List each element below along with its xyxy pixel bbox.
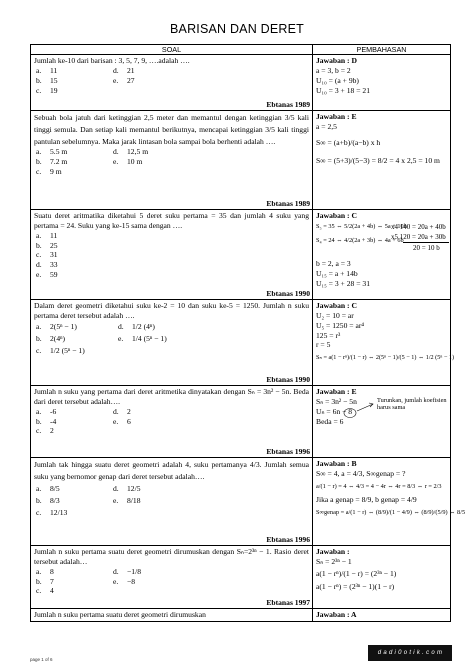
- solution-line: U₅ = 1250 = ar⁴: [316, 320, 365, 330]
- question-cell: [31, 111, 313, 210]
- column-header-soal: SOAL: [31, 45, 313, 55]
- answer-heading: Jawaban : B: [316, 459, 357, 468]
- source-label: Ebtanas 1990: [266, 289, 310, 299]
- option: a. 8: [36, 566, 54, 576]
- answer-cell: [313, 111, 451, 210]
- option: e. −8: [113, 576, 136, 586]
- answer-heading: Jawaban : C: [316, 211, 357, 220]
- option: a. 8/5: [36, 483, 60, 493]
- solution-line: U₁₅ = 3 + 28 = 31: [316, 278, 371, 288]
- solution-line: U₁₀ = (a + 9b): [316, 75, 359, 85]
- answer-heading: Jawaban : A: [316, 610, 357, 619]
- answer-heading: Jawaban : E: [316, 387, 357, 396]
- solution-line: Sₙ = a(1 − rⁿ)/(1 − r) ⇔ 2(5ⁿ − 1)/(5 − 1) ⇔ 1/2 (5ⁿ − 1): [316, 354, 455, 362]
- question-text: Sebuah bola jatuh dari ketinggian 2,5 meter dan memantul dengan ketinggian 3/5 kali tinggi semula. Dan setiap kali memantul berikutnya, mencapai ketinggian 3/5 kali tinggi pantulan sebelumnya. Maka jarak lintasan bola sampai bola berhenti adalah ….: [34, 113, 309, 146]
- source-label: Ebtanas 1996: [266, 447, 310, 457]
- source-label: Ebtanas 1997: [266, 598, 310, 608]
- site-logo: d a d i 0 o t i k . c o m: [368, 645, 452, 661]
- solution-line: U₁₀ = 3 + 18 = 21: [316, 85, 371, 95]
- solution-line: Jika a genap = 8/9, b genap = 4/9: [316, 494, 417, 504]
- answer-cell: [313, 609, 451, 622]
- answer-heading: Jawaban : D: [316, 56, 357, 65]
- solution-line: a(1 − rⁿ) = (2³ⁿ − 1)(1 − r): [316, 581, 395, 591]
- solution-line: S∞ = 4, a = 4/3, S∞genap = ?: [316, 468, 406, 478]
- option: b. -4: [36, 416, 57, 426]
- option: a. 5.5 m: [36, 147, 68, 157]
- annotation-note: Turunkan, jumlah koefisien harus sama: [377, 397, 447, 412]
- question-text: Jumlah n suku pertama suatu deret geometri dirumuskan dengan Sₙ=2³ⁿ − 1. Rasio deret tersebut adalah…: [34, 547, 309, 566]
- option: a. 2(5ⁿ − 1): [36, 321, 77, 331]
- answer-heading: Jawaban :: [316, 547, 350, 556]
- solution-line: U₁₅ = a + 14b: [316, 269, 358, 279]
- option: d. 2: [113, 406, 131, 416]
- option: a. -6: [36, 406, 57, 416]
- option: d. 21: [113, 65, 135, 75]
- option: d. 33: [36, 260, 58, 270]
- question-text: Suatu deret aritmatika diketahui 5 deret suku pertama = 35 dan jumlah 4 suku yang pertama = 24. Suku yang ke-15 sama dengan ….: [34, 211, 309, 230]
- option: c. 31: [36, 250, 58, 260]
- solution-line: S∞ = (5+3)/(5−3) = 8/2 = 4 x 2,5 = 10 m: [316, 155, 440, 165]
- option: c. 1/2 (5ⁿ − 1): [36, 346, 85, 355]
- question-cell: [31, 386, 313, 458]
- option: e. 1/4 (5ⁿ − 1): [118, 333, 167, 343]
- solution-line: U₂ = 10 = ar: [316, 310, 354, 320]
- option: d. 12/5: [113, 483, 141, 493]
- question-table: [30, 44, 466, 622]
- question-cell: [31, 458, 313, 546]
- question-text: Dalam deret geometri diketahui suku ke-2 = 10 dan suku ke-5 = 1250. Jumlah n suku pertama deret tersebut adalah ….: [34, 301, 309, 320]
- solution-line: a = 2,5: [316, 121, 337, 131]
- solution-line: S₅ = 35 ⇔ 5/2(2a + 4b) ⇔ 5a + 10b: [316, 222, 407, 230]
- option: d. −1/8: [113, 566, 141, 576]
- option: c. 4: [36, 586, 54, 596]
- option: c. 12/13: [36, 507, 68, 517]
- source-label: Ebtanas 1989: [266, 199, 310, 209]
- option: b. 25: [36, 240, 58, 250]
- solution-line: Sₙ = 3n² − 5n: [316, 396, 357, 406]
- answer-heading: Jawaban : C: [316, 301, 357, 310]
- question-cell: [31, 300, 313, 386]
- option: c. 2: [36, 426, 54, 436]
- option: d. 1/2 (4ⁿ): [118, 321, 155, 331]
- page-number: page 1 of 6: [30, 657, 53, 662]
- question-text: Jumlah ke-10 dari barisan : 3, 5, 7, 9, ….adalah ….: [34, 56, 190, 65]
- option: b. 7: [36, 576, 54, 586]
- question-cell: [31, 210, 313, 300]
- option: e. 27: [113, 75, 135, 85]
- option: e. 59: [36, 270, 58, 280]
- answer-heading: Jawaban : E: [316, 112, 357, 121]
- answer-cell: [313, 546, 451, 609]
- option: d. 12,5 m: [113, 147, 149, 157]
- answer-cell: [313, 55, 451, 111]
- option: b. 2(4ⁿ): [36, 333, 66, 343]
- column-header-pembahasan: PEMBAHASAN: [313, 45, 451, 55]
- solution-line: Beda = 6: [316, 416, 344, 426]
- answer-cell: [313, 386, 451, 458]
- answer-cell: [313, 300, 455, 386]
- option: a. 11: [36, 65, 58, 75]
- solution-line: S₄ = 24 ⇔ 4/2(2a + 3b) ⇔ 4a + 6b: [316, 237, 404, 245]
- answer-cell: Jawaban : C S₅ = 35 ⇔ 5/2(2a + 4b) ⇔ 5a + 10b S₄ = 24 ⇔ 4/2(2a + 3b) ⇔ 4a + 6b x4 140 = 20a + 40b x5 120 = 20a + 30b 20 = 10 b b = 2, a = 3 U₁₅ = a + 14b U₁₅ = 3 + 28 = 31: [313, 210, 451, 300]
- question-text: Jumlah n suku yang pertama dari deret aritmetika dinyatakan dengan Sₙ = 3n² − 5n. Beda dari deret tersebut adalah….: [34, 387, 309, 406]
- question-text: Jumlah n suku pertama suatu deret geometri dirumuskan: [34, 610, 206, 619]
- option: b. 8/3: [36, 495, 60, 505]
- solution-line: Uₙ = 6n − 8: [316, 406, 353, 416]
- option: c. 9 m: [36, 167, 62, 177]
- solution-line: a(1 − rⁿ)/(1 − r) = (2³ⁿ − 1): [316, 568, 397, 578]
- source-label: Ebtanas 1989: [266, 100, 310, 110]
- solution-line: a = 3, b = 2: [316, 65, 351, 75]
- solution-line: S∞genap = a/(1 − r) ⇔ (8/9)/(1 − 4/9) ⇔ (8/9)/(5/9) ⇔ 8/5: [316, 508, 466, 516]
- question-cell: [31, 546, 313, 609]
- solution-line: r = 5: [316, 340, 331, 350]
- question-text: Jumlah tak hingga suatu deret geometri adalah 4, suku pertamanya 4/3. Jumlah semua suku yang bernomor genap dari deret tersebut adalah….: [34, 460, 309, 481]
- option: b. 15: [36, 75, 58, 85]
- annotation-arrow: [333, 398, 377, 422]
- source-label: Ebtanas 1990: [266, 375, 310, 385]
- option: e. 6: [113, 416, 131, 426]
- solution-line: a/(1 − r) = 4 ⇔ 4/3 = 4 − 4r ⇔ 4r = 8/3 ⇔ r = 2/3: [316, 482, 442, 490]
- answer-cell: [313, 458, 466, 546]
- question-cell: [31, 55, 313, 111]
- question-cell: [31, 609, 313, 622]
- solution-line: 125 = r³: [316, 330, 341, 340]
- option: c. 19: [36, 85, 58, 95]
- option: b. 7.2 m: [36, 157, 68, 167]
- solution-line: b = 2, a = 3: [316, 259, 351, 269]
- source-label: Ebtanas 1996: [266, 535, 310, 545]
- solution-line: S∞ = (a+b)/(a−b) x h: [316, 137, 381, 147]
- page-title: BARISAN DAN DERET: [170, 22, 304, 36]
- option: e. 8/18: [113, 495, 141, 505]
- solution-line: Sₙ = 2³ⁿ − 1: [316, 556, 352, 566]
- option: e. 10 m: [113, 157, 143, 167]
- option: a. 11: [36, 230, 58, 240]
